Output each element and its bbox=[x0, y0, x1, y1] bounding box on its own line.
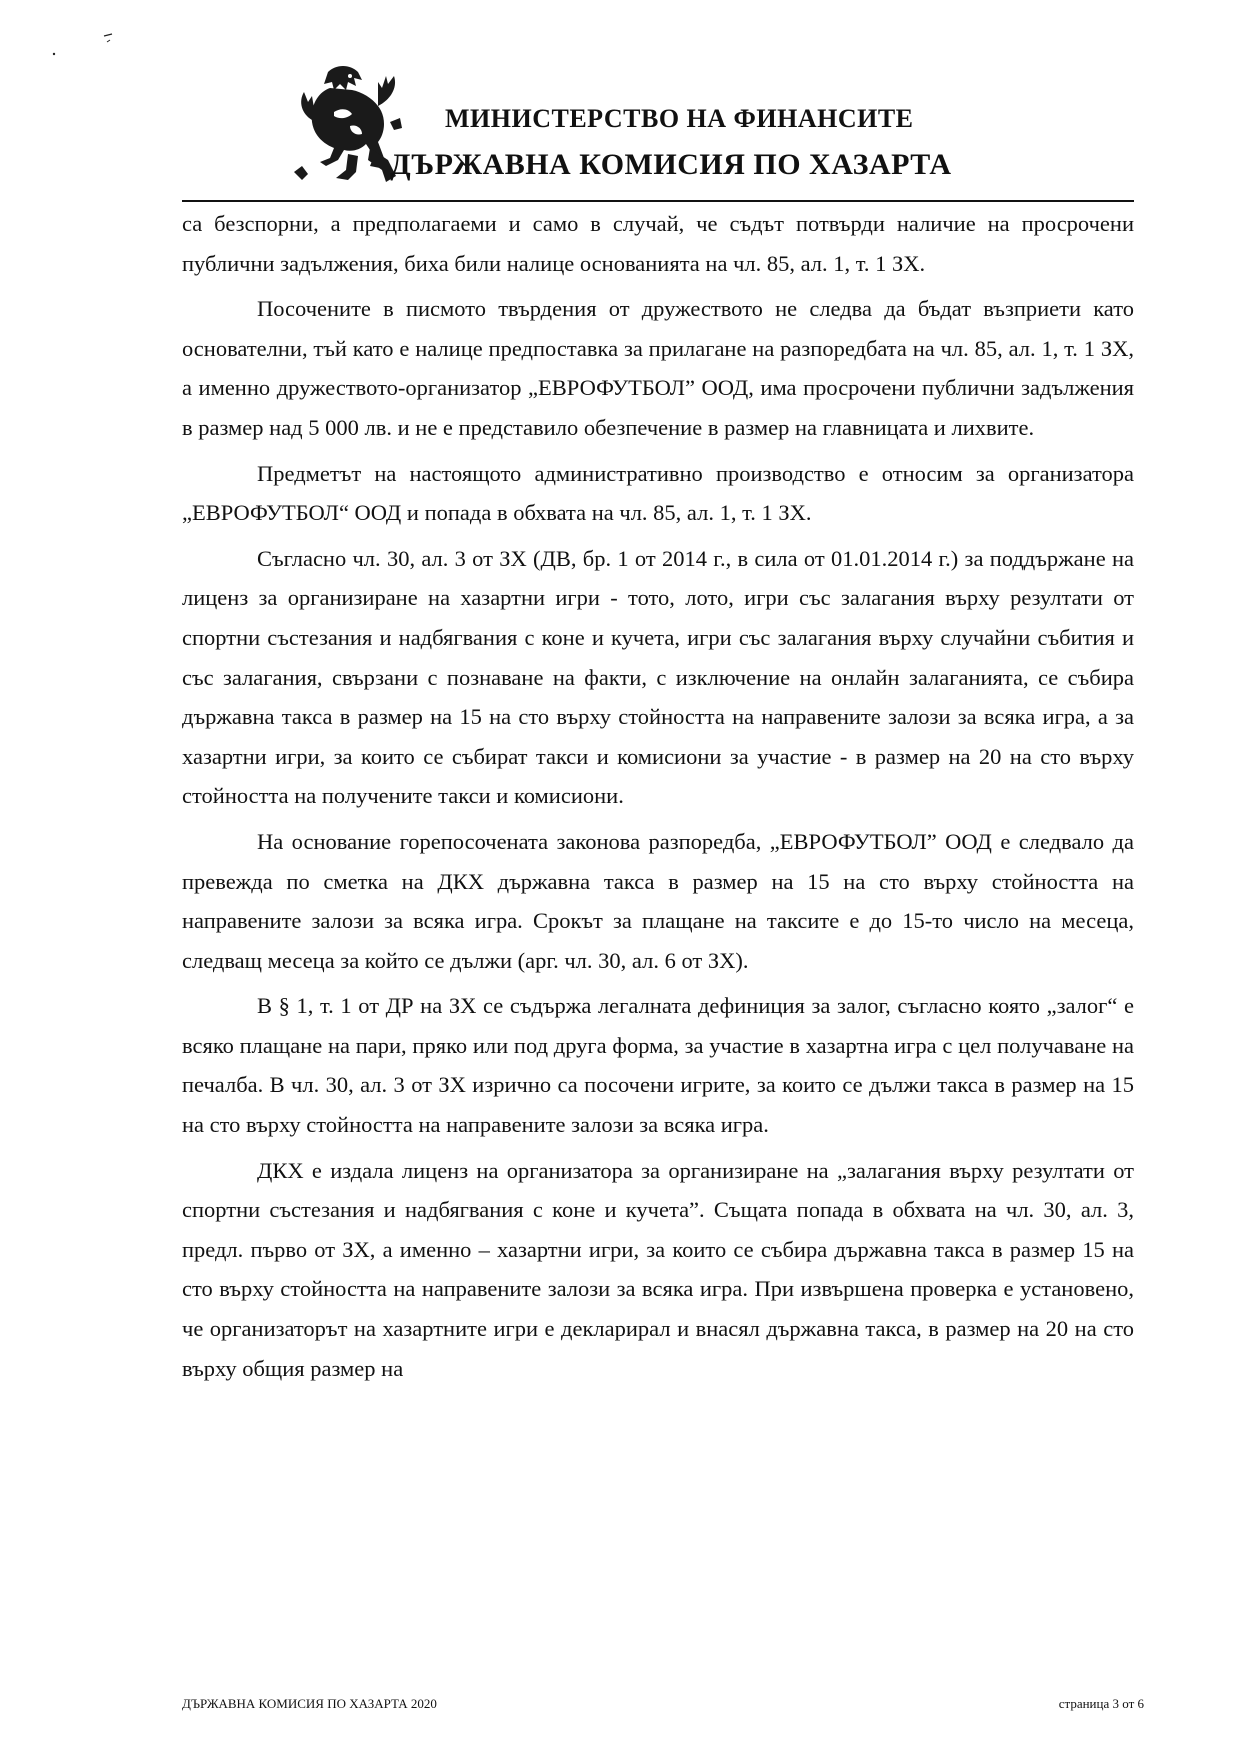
scan-noise-marks bbox=[40, 30, 140, 70]
paragraph: В § 1, т. 1 от ДР на ЗХ се съдържа легалната дефиниция за залог, съгласно която „залог“ е всяко плащане на пари, пряко или под друга форма, за участие в хазартна игра с цел получаване на печалба. В чл. 30, ал. 3 от ЗХ изрично са посочени игрите, за които се дължи такса в размер на 15 на сто върху стойността на направените залози за всяка игра. bbox=[182, 993, 1134, 1138]
header-divider bbox=[182, 200, 1134, 202]
paragraph: Посочените в писмото твърдения от дружеството не следва да бъдат възприети като основателни, тъй като е налице предпоставка за прилагане на разпоредбата на чл. 85, ал. 1, т. 1 ЗХ, а именно дружеството-организатор „ЕВРОФУТБОЛ” ООД, има просрочени публични задължения в размер над 5 000 лв. и не е представило обезпечение в размер на главницата и лихвите. bbox=[182, 296, 1134, 440]
lion-emblem-icon bbox=[290, 62, 405, 187]
commission-name: ДЪРЖАВНА КОМИСИЯ ПО ХАЗАРТА bbox=[390, 148, 952, 181]
page-number: страница 3 от 6 bbox=[1058, 1696, 1144, 1711]
document-body bbox=[182, 204, 1134, 1394]
paragraph: Предметът на настоящото административно производство е относим за организатора „ЕВРОФУТБОЛ“ ООД и попада в обхвата на чл. 85, ал. 1, т. 1 ЗХ. bbox=[182, 460, 1134, 526]
letterhead bbox=[290, 62, 950, 192]
paragraph: са безспорни, а предполагаеми и само в случай, че съдът потвърди наличие на просрочени публични задължения, биха били налице основанията на чл. 85, ал. 1, т. 1 ЗХ. bbox=[182, 211, 1134, 276]
paragraph: ДКХ е издала лиценз на организатора за организиране на „залагания върху резултати от спортни състезания и надбягвания с коне и кучета”. Същата попада в обхвата на чл. 30, ал. 3, предл. първо от ЗХ, а именно – хазартни игри, за които се събира държавна такса в размер 15 на сто върху стойността на направените залози за всяка игра. При извършена проверка е установено, че организаторът на хазартните игри е декларирал и внасял държавна такса, в размер на 20 на сто върху общия размер на bbox=[182, 1157, 1134, 1381]
paragraph: Съгласно чл. 30, ал. 3 от ЗХ (ДВ, бр. 1 от 2014 г., в сила от 01.01.2014 г.) за поддържане на лиценз за организиране на хазартни игри - тото, лото, игри със залагания върху резултати от спортни състезания и надбягвания с коне и кучета, игри със залагания върху случайни събития и със залагания, свързани с познаване на факти, с изключение на онлайн залаганията, се събира държавна такса в размер на 15 на сто върху стойността на направените залози за всяка игра, а за хазартни игри, за които се събират такси и комисиони за участие - в размер на 20 на сто върху стойността на получените такси и комисиони. bbox=[182, 545, 1134, 809]
ministry-name: МИНИСТЕРСТВО НА ФИНАНСИТЕ bbox=[445, 104, 914, 133]
footer-organization: ДЪРЖАВНА КОМИСИЯ ПО ХАЗАРТА 2020 bbox=[182, 1696, 437, 1711]
paragraph: На основание горепосочената законова разпоредба, „ЕВРОФУТБОЛ” ООД е следвало да превежда по сметка на ДКХ държавна такса в размер на 15 на сто върху стойността на направените залози за всяка игра. Срокът за плащане на таксите е до 15-то число на месеца, следващ месеца за който се дължи (арг. чл. 30, ал. 6 от ЗХ). bbox=[182, 828, 1134, 973]
